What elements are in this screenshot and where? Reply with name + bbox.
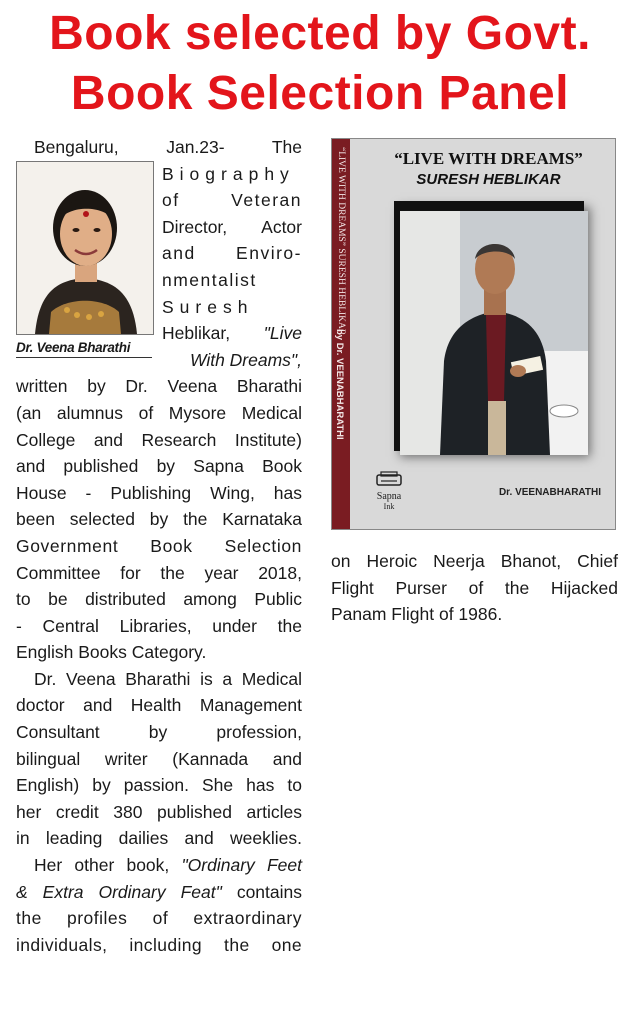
article-line: Dr. Veena Bharathi is a Medical: [34, 668, 302, 689]
book-cover-author: Dr. VEENABHARATHI: [498, 487, 601, 498]
article-line: Committee for the year 2018,: [16, 562, 302, 583]
article-line: and published by Sapna Book: [16, 456, 302, 477]
cover-photo: [400, 211, 588, 455]
article-line: been selected by the Karnataka: [16, 509, 302, 530]
article-continued: [331, 548, 618, 628]
portrait-caption: Dr. Veena Bharathi: [16, 339, 152, 358]
cover-photo-image: [400, 211, 588, 455]
book-cover-subtitle: SURESH HEBLIKAR: [416, 171, 561, 188]
spine-author: by Dr. VEENABHARATHI: [334, 329, 345, 440]
other-book-title: "Ordinary Feet: [181, 855, 302, 876]
article-line: of Veteran: [162, 190, 302, 211]
article-line: Suresh: [162, 296, 254, 317]
book-cover: [331, 138, 616, 530]
publisher-imprint: Ink: [383, 502, 395, 511]
article-line: on Heroic Neerja Bhanot, Chief: [331, 551, 618, 571]
article-line: and Enviro-: [162, 243, 302, 264]
article-body: [16, 134, 302, 958]
article-line: Government Book Selection: [16, 535, 302, 556]
article-line: (an alumnus of Mysore Medical: [16, 402, 302, 423]
article-line: Director, Actor: [162, 216, 302, 237]
article-line: Panam Flight of 1986.: [331, 604, 503, 625]
article-text: Heblikar,: [162, 323, 231, 344]
article-line: [16, 852, 302, 879]
article-line: [16, 879, 302, 906]
article-line: written by Dr. Veena Bharathi: [16, 376, 302, 397]
article-line: - Central Libraries, under the: [16, 615, 302, 636]
publisher-name: Sapna: [376, 491, 402, 502]
dateline: Bengaluru, Jan.23- The: [34, 137, 302, 157]
article-line: Biography: [162, 163, 295, 184]
article-line: nmentalist: [162, 269, 257, 290]
article-line: Consultant by profession,: [16, 722, 302, 743]
article-column-right: [331, 138, 618, 628]
headline-line-1: Book selected by Govt.: [49, 7, 591, 60]
article-line: Flight Purser of the Hijacked: [331, 577, 618, 598]
author-portrait-block: [16, 161, 156, 358]
author-portrait: [16, 161, 154, 335]
book-cover-title: “LIVE WITH DREAMS”: [394, 149, 583, 168]
portrait-image: [17, 162, 153, 334]
other-book-title-cont: & Extra Ordinary Feat": [16, 881, 222, 902]
book-title-italic: "Live: [263, 323, 302, 344]
book-title-italic-cont: With Dreams",: [189, 349, 302, 370]
spine-title: “LIVE WITH DREAMS” SURESH HEBLIKAR: [336, 147, 346, 336]
typewriter-icon: [374, 471, 404, 487]
article-column-left: [16, 134, 302, 958]
article-text: Her other book,: [34, 855, 170, 876]
article-line: doctor and Health Management: [16, 695, 302, 716]
article-line: English) by passion. She has to: [16, 775, 302, 796]
article-line: English Books Category.: [16, 642, 207, 663]
article-line: in leading dailies and weeklies.: [16, 828, 302, 849]
article-line: bilingual writer (Kannada and: [16, 748, 302, 769]
article-line: College and Research Institute): [16, 429, 302, 450]
article-line: House - Publishing Wing, has: [16, 482, 302, 503]
headline-line-2: Book Selection Panel: [70, 67, 570, 120]
article-line: the profiles of extraordinary: [16, 908, 302, 929]
article-line: to be distributed among Public: [16, 589, 302, 610]
headline: [0, 4, 640, 124]
article-line: individuals, including the one: [16, 934, 302, 955]
article-text: contains: [236, 881, 302, 902]
article-line: her credit 380 published articles: [16, 801, 302, 822]
publisher-logo: [372, 471, 406, 512]
